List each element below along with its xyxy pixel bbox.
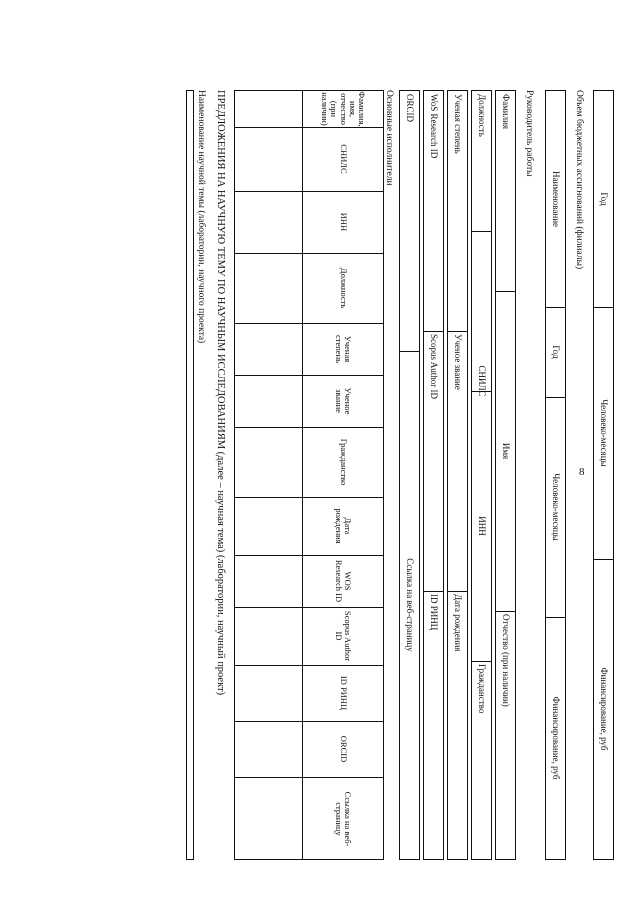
budget-year-cell: Год (598, 192, 609, 206)
snils-cell: СНИЛС (476, 365, 487, 397)
supervisor-row-3 (447, 90, 468, 860)
branches-financing-cell: Финансирование, руб (550, 696, 561, 780)
executors-header-4: Должность (338, 267, 349, 309)
topic-name-label: Наименование научной темы (лаборатории, научного проекта) (196, 90, 206, 344)
orcid-cell: ORCID (404, 94, 415, 123)
inn-cell: ИНН (476, 516, 487, 536)
executors-header-8: Дата рождения (334, 508, 354, 544)
name-cell: Имя (500, 442, 511, 460)
supervisor-row-5 (399, 90, 420, 860)
academic-title-cell: Ученое звание (452, 334, 463, 390)
supervisor-row-2 (471, 90, 492, 860)
birth-date-cell: Дата рождения (452, 594, 463, 652)
patronymic-cell: Отчество (при наличии) (500, 614, 511, 707)
branches-name-cell: Наименование (550, 170, 561, 228)
branches-table (545, 90, 566, 860)
executors-header-5: Ученая степень (334, 334, 354, 363)
executors-header-3: ИНН (338, 212, 349, 232)
executors-header-10: Scopus Author ID (334, 610, 354, 662)
executors-title: Основные исполнители (384, 90, 394, 186)
supervisor-row-4 (423, 90, 444, 860)
page-number: 8 (579, 466, 585, 478)
budget-person-months-cell: Человеко-месяцы (598, 399, 609, 467)
executors-header-11: ID РИНЦ (338, 675, 349, 711)
executors-header-9: WOS Research ID (334, 559, 354, 603)
position-cell: Должность (476, 94, 487, 137)
proposals-title: ПРЕДЛОЖЕНИЯ НА НАУЧНУЮ ТЕМУ ПО НАУЧНЫМ ИССЛЕДОВАНИЯМ (далее – научная тема) (лаборатории, научный проект) (215, 90, 226, 696)
executors-header-6: Ученое звание (334, 387, 354, 415)
branches-year-cell: Год (550, 345, 561, 359)
branches-title: Объем бюджетных ассигнований (филиалы) (574, 90, 584, 270)
web-page-cell: Ссылка на веб-страницу (404, 558, 415, 652)
executors-header-12: ORCID (338, 735, 349, 763)
supervisor-row-1 (495, 90, 516, 860)
topic-name-field (186, 90, 194, 860)
executors-header-1: Фамилия, имя, отчество (при наличии) (319, 91, 368, 127)
surname-cell: Фамилия (500, 94, 511, 130)
executors-header-2: СНИЛС (338, 144, 349, 174)
executors-table (234, 90, 384, 860)
budget-table (593, 90, 614, 860)
scopus-cell: Scopus Author ID (428, 334, 439, 399)
executors-header-7: Гражданство (338, 438, 349, 486)
degree-cell: Ученая степень (452, 94, 463, 154)
supervisor-title: Руководитель работы (524, 90, 534, 177)
executors-header-13: Ссылка на веб-страницу (334, 791, 354, 847)
rinc-cell: ID РИНЦ (428, 594, 439, 631)
branches-person-months-cell: Человеко-месяцы (550, 473, 561, 541)
budget-financing-cell: Финансирование, руб (598, 667, 609, 751)
wos-cell: WoS Research ID (428, 94, 439, 159)
citizenship-cell: Гражданство (476, 664, 487, 714)
rotated-form (102, 90, 622, 890)
